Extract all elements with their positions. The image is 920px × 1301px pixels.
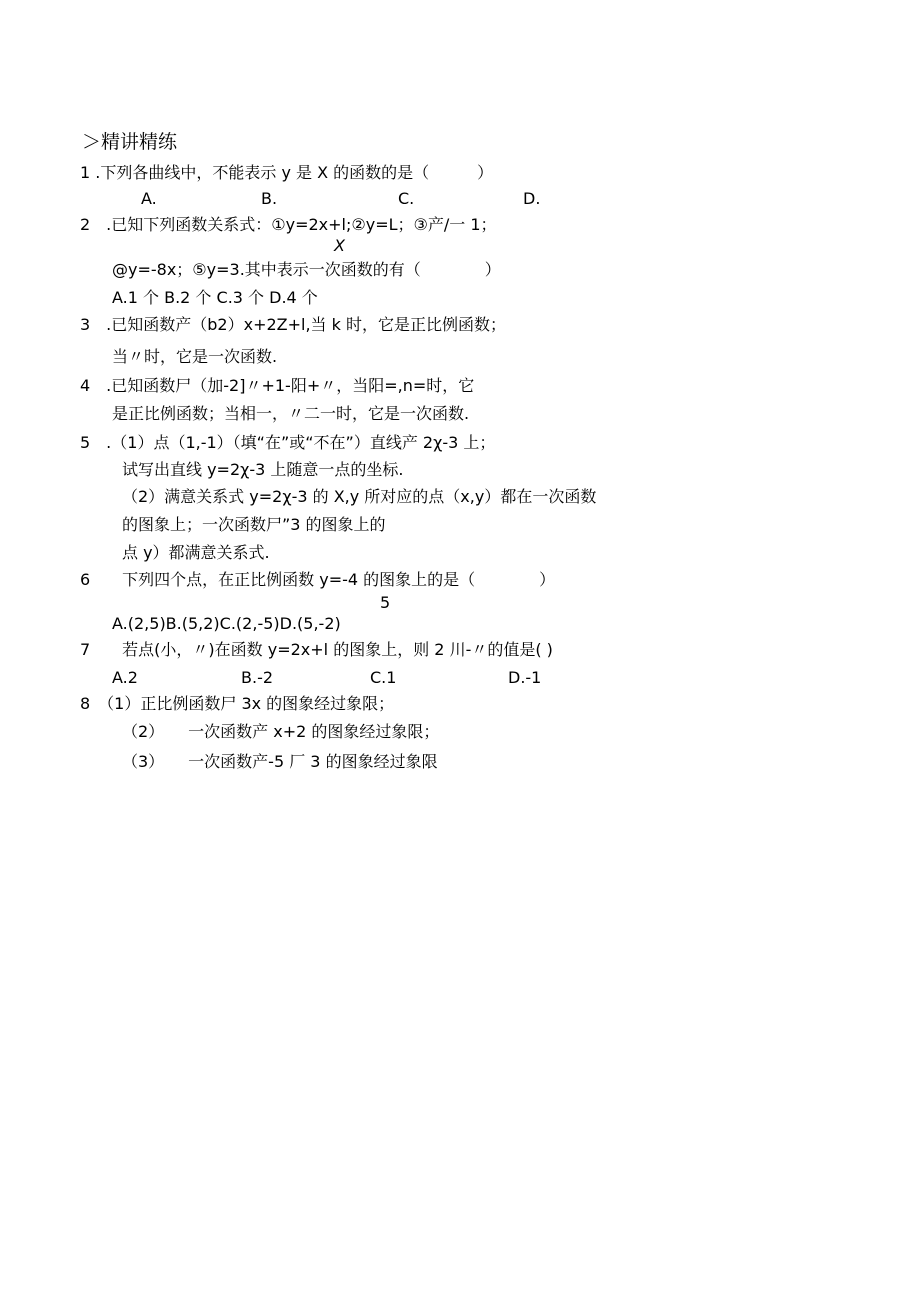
question-8-line-3: （3） 一次函数产-5 厂 3 的图象经过象限 [122,752,438,771]
question-2-options: A.1 个 B.2 个 C.3 个 D.4 个 [112,288,318,307]
question-2-denominator: X [334,236,345,255]
question-3-line-1: 3 .已知函数产（b2）x+2Z+l,当 k 时，它是正比例函数； [80,315,506,334]
question-4-line-1: 4 .已知函数尸（加-2]〃+1-阳+〃，当阳=,n=时，它 [80,376,475,395]
question-2-line-1: 2 .已知下列函数关系式：①y=2x+l;②y=L；③产/一 1； [80,215,497,234]
question-1-option-a: A. [141,189,157,208]
question-6-denominator: 5 [380,593,391,612]
question-7-option-d: D.-1 [508,668,542,687]
question-8-line-2: （2） 一次函数产 x+2 的图象经过象限； [122,722,440,741]
question-6-line-1: 6 下列四个点，在正比例函数 y=-4 的图象上的是（ ） [80,570,556,589]
question-1-option-c: C. [398,189,415,208]
question-4-line-2: 是正比例函数；当相一，〃二一时，它是一次函数. [112,404,470,423]
question-5-line-5: 点 y）都满意关系式. [122,543,270,562]
question-3-line-2: 当〃时，它是一次函数. [112,347,278,366]
question-5-line-1: 5 .（1）点（1,-1）（填“在”或“不在”）直线产 2χ-3 上； [80,433,496,452]
question-1-option-b: B. [261,189,278,208]
question-1-option-d: D. [523,189,541,208]
question-5-line-2: 试写出直线 y=2χ-3 上随意一点的坐标. [122,460,404,479]
question-1-stem: 1 .下列各曲线中，不能表示 y 是 X 的函数的是（ ） [80,163,494,182]
question-7-option-a: A.2 [112,668,138,687]
question-5-line-3: （2）满意关系式 y=2χ-3 的 X,y 所对应的点（x,y）都在一次函数 [122,487,597,506]
question-6-options: A.(2,5)B.(5,2)C.(2,-5)D.(5,-2) [112,614,341,633]
question-7-option-b: B.-2 [241,668,274,687]
question-7-option-c: C.1 [370,668,397,687]
question-7-stem: 7 若点(小，〃)在函数 y=2x+l 的图象上，则 2 川-〃的值是( ) [80,640,553,659]
question-2-line-2: @y=-8x；⑤y=3.其中表示一次函数的有（ ） [112,260,501,279]
question-5-line-4: 的图象上；一次函数尸”3 的图象上的 [122,515,386,534]
question-8-line-1: 8 （1）正比例函数尸 3x 的图象经过象限； [80,694,395,713]
section-title: ＞精讲精练 [82,131,178,153]
